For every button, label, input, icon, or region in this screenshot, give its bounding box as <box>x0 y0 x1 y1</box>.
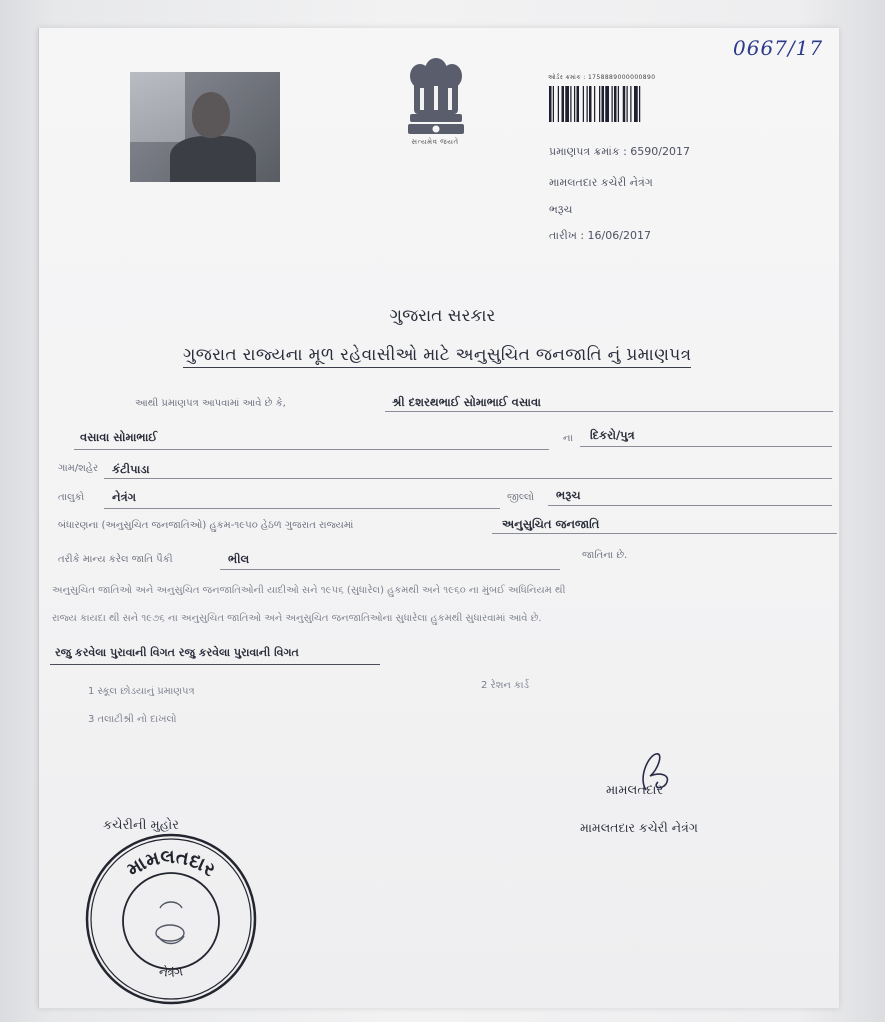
evidence-heading: રજુ કરવેલા પુરાવાની વિગત રજુ કરવેલા પુરાવાની વિગત <box>55 646 299 659</box>
barcode-bar <box>570 86 571 122</box>
caste-suffix: જાતિના છે. <box>582 550 628 561</box>
evidence-item-ration: 2 રેશન કાર્ડ <box>481 680 530 691</box>
barcode-bar <box>634 86 638 122</box>
evidence-item-1: 1 સ્કૂલ છોડયાનું પ્રમાણપત્ર <box>88 686 195 697</box>
barcode-bar <box>612 86 613 122</box>
barcode-bar <box>583 86 584 122</box>
taluka-value: નેત્રંગ <box>112 490 137 504</box>
village-value: કંટીપાડા <box>112 462 150 476</box>
village-underline <box>104 478 832 479</box>
caste-value: ભીલ <box>228 552 250 566</box>
issue-date: તારીખ : 16/06/2017 <box>549 229 651 242</box>
barcode-bar <box>587 86 588 122</box>
signature-title: મામલતદાર <box>606 783 664 798</box>
caste-label: તરીકે માન્ય કરેલ જાતિ પૈકી <box>58 554 173 565</box>
seal-ring-top: મામલતદાર <box>123 845 220 882</box>
category-underline <box>492 533 837 534</box>
certificate-number: પ્રમાણપત્ર ક્રમાંક : 6590/2017 <box>549 145 690 158</box>
emblem-caption: સત્યમેવ જયતે <box>411 138 459 146</box>
barcode-bar <box>577 86 580 122</box>
seal-caption: કચેરીની મુહોર <box>103 818 179 833</box>
national-emblem-icon <box>400 52 472 152</box>
document-title: ગુજરાત સરકાર <box>389 306 496 326</box>
barcode-bar <box>574 86 575 122</box>
category-value: અનુસુચિત જનજાતિ <box>502 517 600 531</box>
district-underline <box>548 505 832 506</box>
barcode-bar <box>627 86 628 122</box>
barcode-bar <box>549 86 552 122</box>
father-name: વસાવા સોમાભાઈ <box>80 430 158 444</box>
village-label: ગામ/શહેર <box>58 463 99 474</box>
barcode-bar <box>562 86 565 122</box>
barcode-bar <box>594 86 595 122</box>
taluka-underline <box>104 508 500 509</box>
barcode-bar <box>605 86 609 122</box>
district-value: ભરૂચ <box>556 488 581 502</box>
svg-text:મામલતદાર <box>123 846 219 881</box>
applicant-photo <box>130 72 280 182</box>
amendment-line-2: રાજ્ય કાયદા થી સને ૧૯૭૬ ના અનુસુચિત જાતિઓ અને અનુસુચિત જનજાતિઓના સુધારેલા હુકમથી સુધારવામાં આવે છે. <box>52 613 542 624</box>
barcode-bar <box>614 86 617 122</box>
svg-text:નેત્રંગ <box>158 964 184 979</box>
issuing-place: ભરૂચ <box>549 203 573 216</box>
holder-name: શ્રી દશરથભાઈ સોમાભાઈ વસાવા <box>392 395 541 409</box>
caste-underline <box>220 569 560 570</box>
relation-value: દિકરો/પુત્ર <box>590 428 635 442</box>
barcode-bar <box>565 86 569 122</box>
relation-underline <box>580 446 832 447</box>
order-text: બંધારણના (અનુસુચિત જનજાતિઓ) હુકમ-૧૯૫૦ હેઠળ ગુજરાત રાજ્યમાં <box>58 520 354 531</box>
office-seal-icon <box>82 830 260 1008</box>
name-underline <box>385 411 833 412</box>
father-underline <box>74 449 549 450</box>
barcode-label: ઓર્ડર ક્રમાંક : 1758889000000890 <box>548 74 656 81</box>
barcode <box>547 86 719 122</box>
barcode-bar <box>623 86 626 122</box>
barcode-bar <box>558 86 559 122</box>
handwritten-number: 0667/17 <box>733 36 824 60</box>
taluka-label: તાલુકો <box>58 492 85 503</box>
evidence-underline <box>50 664 380 665</box>
intro-label: આથી પ્રમાણપત્ર આપવામાં આવે છે કે, <box>135 398 286 409</box>
evidence-item-2: 3 તલાટીશ્રી નો દાખલો <box>88 714 177 725</box>
barcode-bar <box>618 86 619 122</box>
district-label: જીલ્લો <box>507 492 535 503</box>
barcode-bar <box>639 86 640 122</box>
amendment-line-1: અનુસુચિત જાતિઓ અને અનુસુચિત જનજાતિઓની યાદીઓ સને ૧૯૫૬ (સુધારેલ) હુકમથી અને ૧૯૬૦ ના મુંબઈ અધિનિયમ થી <box>52 585 566 596</box>
issuing-office: મામલતદાર કચેરી નેત્રંગ <box>549 176 653 189</box>
barcode-bar <box>630 86 631 122</box>
relation-label: ના <box>563 433 573 444</box>
seal-ring-bottom: નેત્રંગ <box>158 964 184 980</box>
barcode-bar <box>553 86 554 122</box>
barcode-bar <box>602 86 605 122</box>
barcode-bar <box>599 86 600 122</box>
barcode-bar <box>589 86 592 122</box>
signature-office: મામલતદાર કચેરી નેત્રંગ <box>580 820 698 835</box>
document-subtitle: ગુજરાત રાજ્યના મૂળ રહેવાસીઓ માટે અનુસુચિત જનજાતિ નું પ્રમાણપત્ર <box>183 345 691 368</box>
